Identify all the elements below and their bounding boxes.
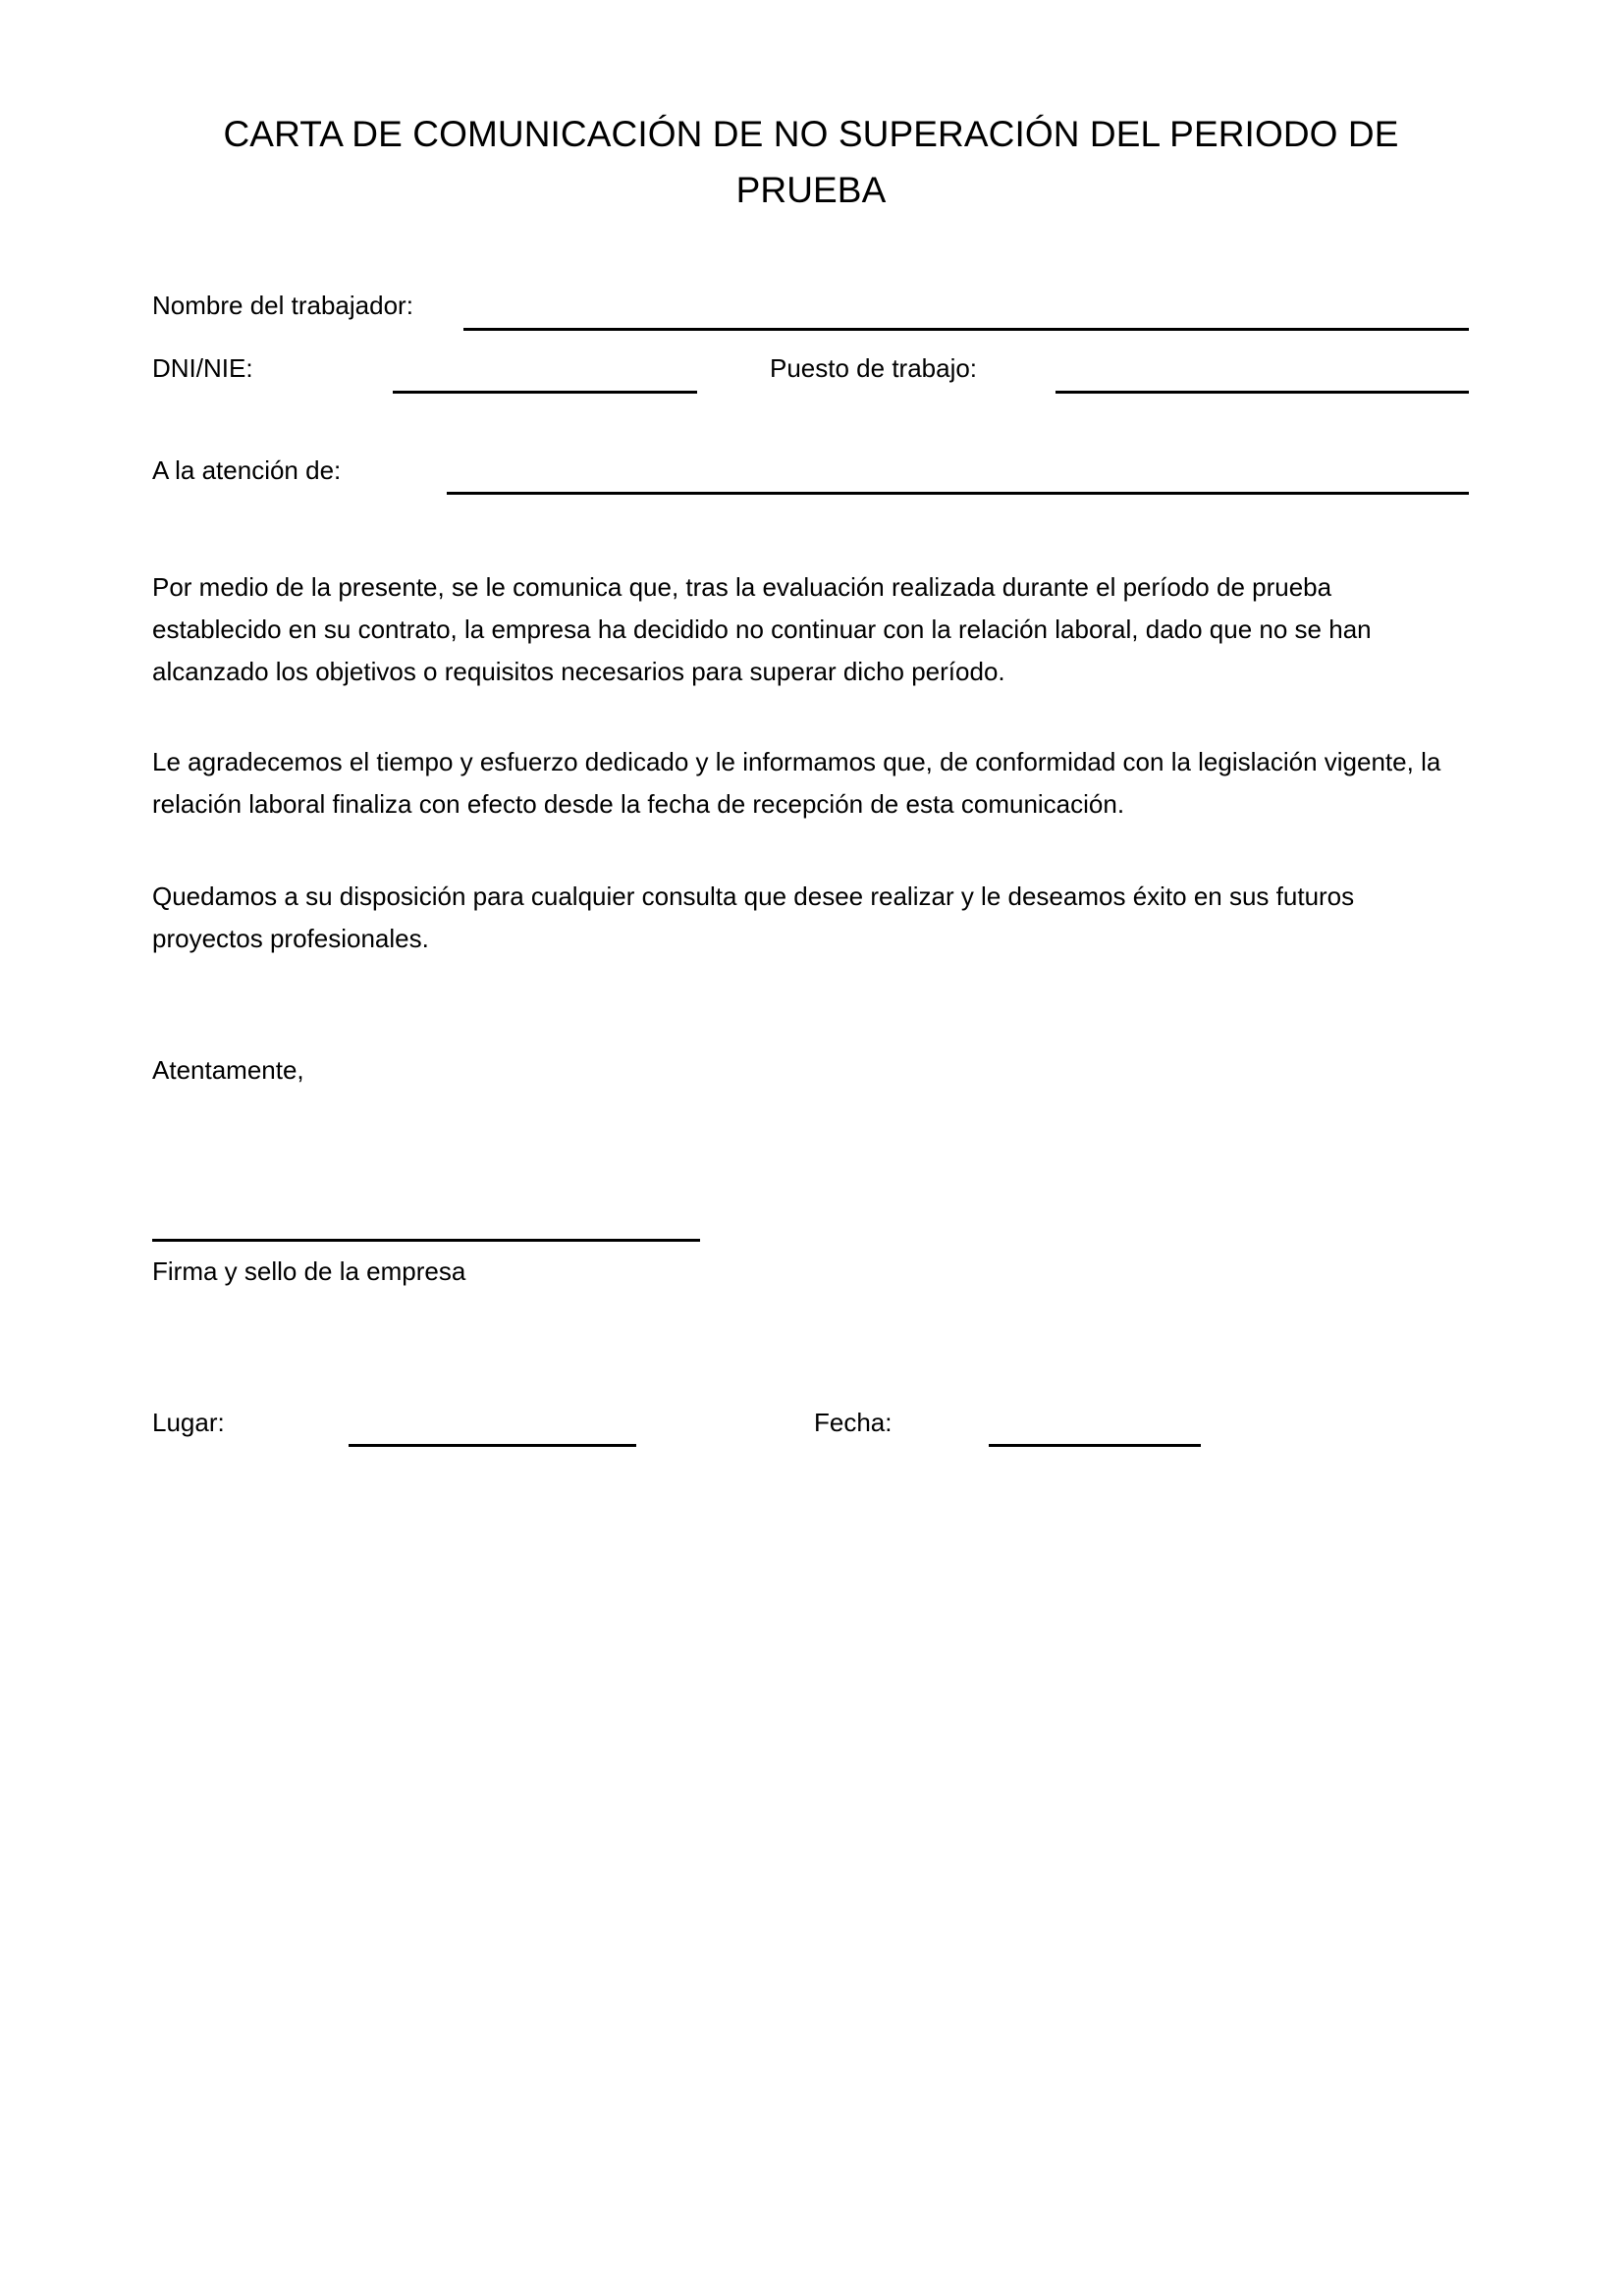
signature-caption: Firma y sello de la empresa xyxy=(152,1256,466,1286)
fecha-input-rule[interactable] xyxy=(989,1444,1201,1447)
puesto-trabajo-label: Puesto de trabajo: xyxy=(770,353,978,383)
page-title: CARTA DE COMUNICACIÓN DE NO SUPERACIÓN DEL PERIODO DE PRUEBA xyxy=(223,114,1399,210)
dni-nie-label: DNI/NIE: xyxy=(152,353,253,383)
dni-nie-input-rule[interactable] xyxy=(393,391,697,394)
nombre-trabajador-input-rule[interactable] xyxy=(463,328,1469,331)
lugar-input-rule[interactable] xyxy=(349,1444,636,1447)
body-paragraph-1: Por medio de la presente, se le comunica que, tras la evaluación realizada durante el período de prueba establecido en su contrato, la empresa ha decidido no continuar con la relación laboral, dado que no se han alcanzado los objetivos o requisitos necesarios para superar dicho período. xyxy=(152,572,1372,686)
fecha-label: Fecha: xyxy=(814,1408,893,1437)
body-paragraph-2: Le agradecemos el tiempo y esfuerzo dedicado y le informamos que, de conformidad con la legislación vigente, la relación laboral finaliza con efecto desde la fecha de recepción de esta comunicación. xyxy=(152,747,1441,819)
lugar-label: Lugar: xyxy=(152,1408,225,1437)
body-paragraph-3: Quedamos a su disposición para cualquier consulta que desee realizar y le deseamos éxito en sus futuros proyectos profesionales. xyxy=(152,881,1355,953)
atencion-de-label: A la atención de: xyxy=(152,455,342,485)
nombre-trabajador-label: Nombre del trabajador: xyxy=(152,291,413,320)
closing-salutation: Atentamente, xyxy=(152,1055,304,1085)
puesto-trabajo-input-rule[interactable] xyxy=(1056,391,1469,394)
atencion-de-input-rule[interactable] xyxy=(447,492,1469,495)
signature-input-rule[interactable] xyxy=(152,1239,700,1242)
